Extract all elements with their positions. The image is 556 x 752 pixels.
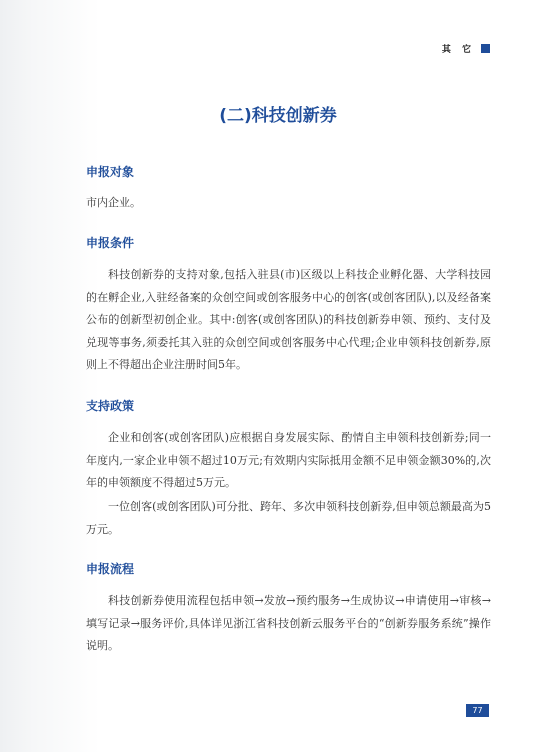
paragraph-conditions: 科技创新券的支持对象,包括入驻县(市)区级以上科技企业孵化器、大学科技园的在孵企业,入驻经备案的众创空间或创客服务中心的创客(或创客团队),以及经备案公布的创新型初创企业。其中:创客(或创客团队)的科技创新券申领、预约、支付及兑现等事务,须委托其入驻的众创空间或创客服务中心代理;企业申领科技创新券,原则上不得超出企业注册时间5年。 [86,268,491,371]
paragraph-applicants: 市内企业。 [86,196,141,209]
paragraph-policy-1: 企业和创客(或创客团队)应根据自身发展实际、酌情自主申领科技创新券;同一年度内,一家企业申领不超过10万元;有效期内实际抵用金额不足申领金额30%的,次年的申领额度不得超过5万元。 [86,431,491,489]
section-heading-policy: 支持政策 [86,399,135,413]
section-heading-process: 申报流程 [86,562,135,576]
running-header [442,42,490,55]
header-square-icon [481,44,490,53]
section-heading-conditions: 申报条件 [86,236,135,250]
page-number: 77 [466,704,489,717]
page-title: (二)科技创新券 [219,106,337,126]
paragraph-process: 科技创新券使用流程包括申领→发放→预约服务→生成协议→申请使用→审核→填写记录→服务评价,具体详见浙江省科技创新云服务平台的“创新券服务系统”操作说明。 [86,594,491,652]
header-label: 其 它 [441,45,475,55]
section-heading-applicants: 申报对象 [86,165,135,179]
paragraph-policy-2: 一位创客(或创客团队)可分批、跨年、多次申领科技创新券,但申领总额最高为5万元。 [86,500,491,536]
